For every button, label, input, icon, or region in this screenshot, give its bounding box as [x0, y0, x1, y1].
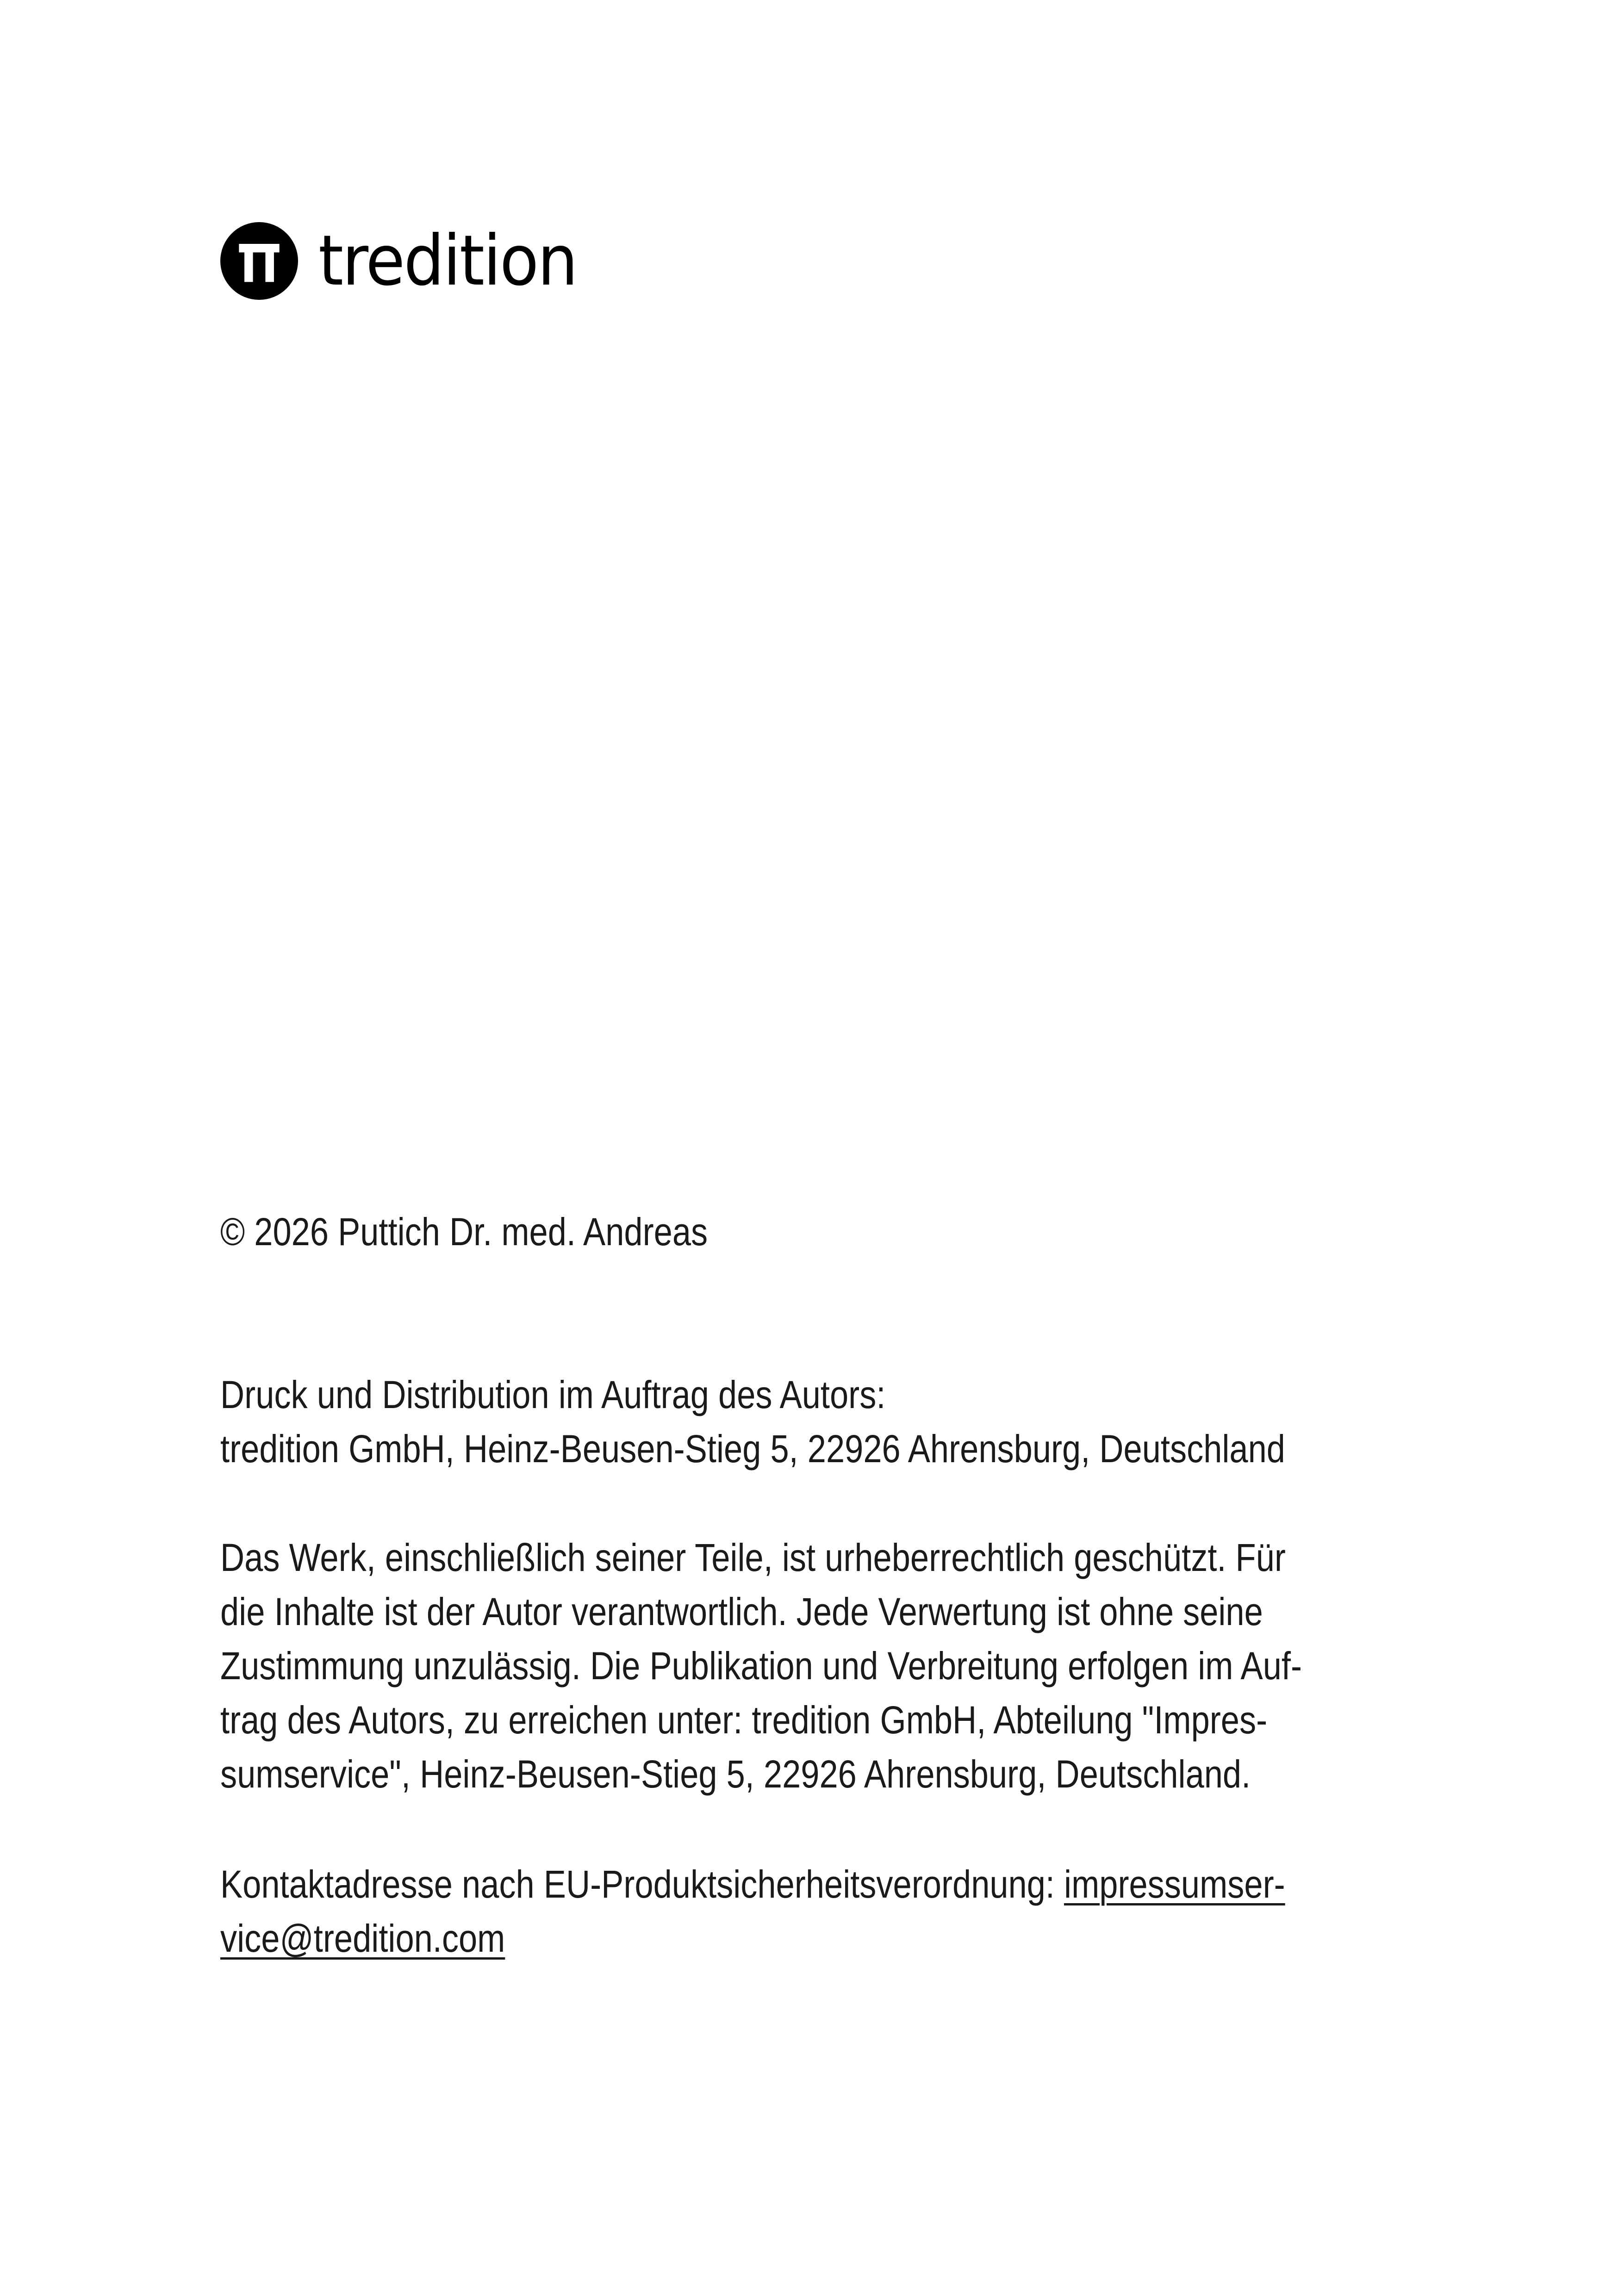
- contact-email-link-continued[interactable]: vice@tredition.com: [220, 1917, 505, 1960]
- copyright-notice: [220, 1205, 1405, 1259]
- contact-line-2: [220, 1911, 505, 1966]
- rights-line: Das Werk, einschließlich seiner Teile, ist urheberrechtlich geschützt. Für: [220, 1536, 1286, 1579]
- tredition-logo-mark-icon: [220, 222, 298, 300]
- rights-line: Zustimmung unzulässig. Die Publikation und Verbreitung erfolgen im Auf-: [220, 1644, 1302, 1688]
- publisher-logo: [220, 221, 599, 301]
- contact-line-1: [220, 1857, 1285, 1911]
- copyright-rights-paragraph: [220, 1531, 1405, 1801]
- copyright-text: © 2026 Puttich Dr. med. Andreas: [220, 1210, 708, 1253]
- printing-line-2: tredition GmbH, Heinz-Beusen-Stieg 5, 22926 Ahrensburg, Deutschland: [220, 1427, 1285, 1471]
- rights-line: sumservice", Heinz-Beusen-Stieg 5, 22926 Ahrensburg, Deutschland.: [220, 1752, 1251, 1796]
- contact-address-block: [220, 1857, 1405, 1966]
- printing-line-1: Druck und Distribution im Auftrag des Autors:: [220, 1373, 886, 1416]
- printing-distribution-block: [220, 1368, 1405, 1476]
- rights-line: trag des Autors, zu erreichen unter: tredition GmbH, Abteilung "Impres-: [220, 1698, 1268, 1742]
- logo-wordmark: tredition: [318, 221, 577, 301]
- contact-label: Kontaktadresse nach EU-Produktsicherheitsverordnung:: [220, 1862, 1064, 1906]
- rights-line: die Inhalte ist der Autor verantwortlich. Jede Verwertung ist ohne seine: [220, 1590, 1263, 1633]
- contact-email-link[interactable]: impressumser-: [1064, 1862, 1285, 1906]
